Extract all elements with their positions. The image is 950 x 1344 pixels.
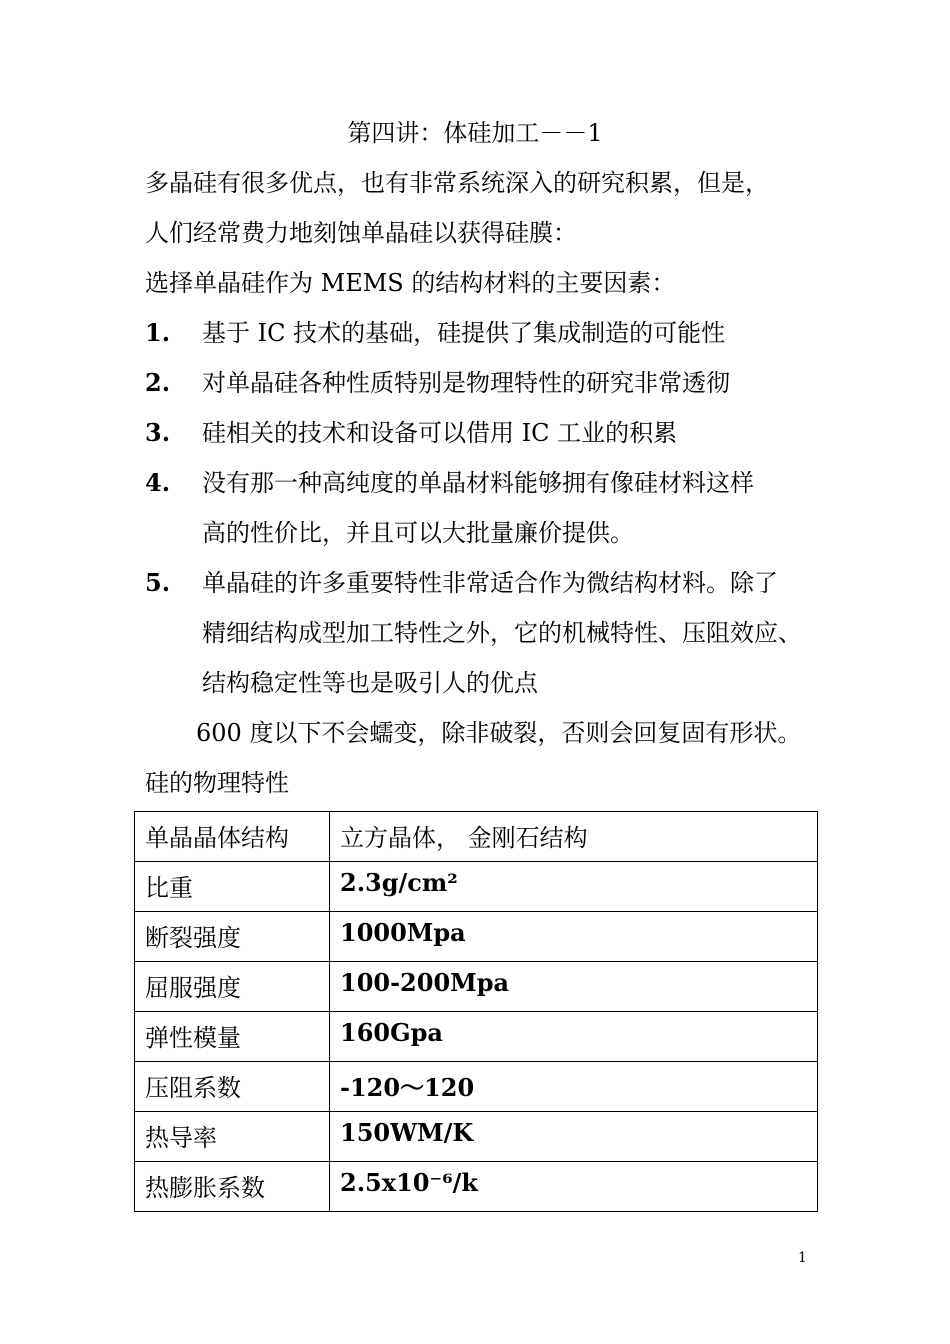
property-value: -120～120 (330, 1062, 818, 1112)
list-item: 没有那一种高纯度的单晶材料能够拥有像硅材料这样 (202, 469, 754, 497)
table-row (135, 1112, 818, 1162)
table-row (135, 1162, 818, 1212)
list-item: 单晶硅的许多重要特性非常适合作为微结构材料。除了 (202, 569, 778, 597)
property-value: 2.5x10⁻⁶/k (330, 1162, 818, 1212)
table-row (135, 962, 818, 1012)
intro-line-2: 人们经常费力地刻蚀单晶硅以获得硅膜： (145, 219, 577, 247)
property-value: 100-200Mpa (330, 962, 818, 1012)
list-item: 基于 IC 技术的基础，硅提供了集成制造的可能性 (202, 319, 726, 347)
property-name: 弹性模量 (135, 1012, 330, 1062)
creep-note: 600 度以下不会蠕变，除非破裂，否则会回复固有形状。 (196, 719, 802, 747)
property-name: 断裂强度 (135, 912, 330, 962)
list-number: 5. (145, 568, 171, 597)
list-number: 1. (145, 318, 171, 347)
list-item-continued: 高的性价比，并且可以大批量廉价提供。 (202, 519, 634, 547)
list-number: 2. (145, 368, 171, 397)
property-name: 热膨胀系数 (135, 1162, 330, 1212)
list-item: 对单晶硅各种性质特别是物理特性的研究非常透彻 (202, 369, 730, 397)
property-value: 2.3g/cm² (330, 862, 818, 912)
table-row (135, 812, 818, 862)
property-name: 屈服强度 (135, 962, 330, 1012)
table-row (135, 862, 818, 912)
intro-line-3: 选择单晶硅作为 MEMS 的结构材料的主要因素： (145, 269, 676, 297)
list-item: 硅相关的技术和设备可以借用 IC 工业的积累 (202, 419, 678, 447)
property-value: 160Gpa (330, 1012, 818, 1062)
property-value: 150WM/K (330, 1112, 818, 1162)
property-name: 压阻系数 (135, 1062, 330, 1112)
page-title: 第四讲：体硅加工－－1 (347, 119, 603, 147)
list-item-continued: 精细结构成型加工特性之外，它的机械特性、压阻效应、 (202, 619, 802, 647)
silicon-properties-table (134, 811, 818, 1212)
list-number: 3. (145, 418, 171, 447)
property-value: 1000Mpa (330, 912, 818, 962)
table-row (135, 1062, 818, 1112)
property-name: 比重 (135, 862, 330, 912)
table-row (135, 1012, 818, 1062)
property-name: 热导率 (135, 1112, 330, 1162)
list-number: 4. (145, 468, 171, 497)
intro-line-1: 多晶硅有很多优点，也有非常系统深入的研究积累，但是， (145, 169, 769, 197)
page-number: 1 (798, 1250, 807, 1266)
property-name: 单晶晶体结构 (135, 812, 330, 862)
table-row (135, 912, 818, 962)
property-value: 立方晶体， 金刚石结构 (330, 812, 818, 862)
table-caption: 硅的物理特性 (145, 769, 289, 797)
list-item-continued: 结构稳定性等也是吸引人的优点 (202, 669, 538, 697)
